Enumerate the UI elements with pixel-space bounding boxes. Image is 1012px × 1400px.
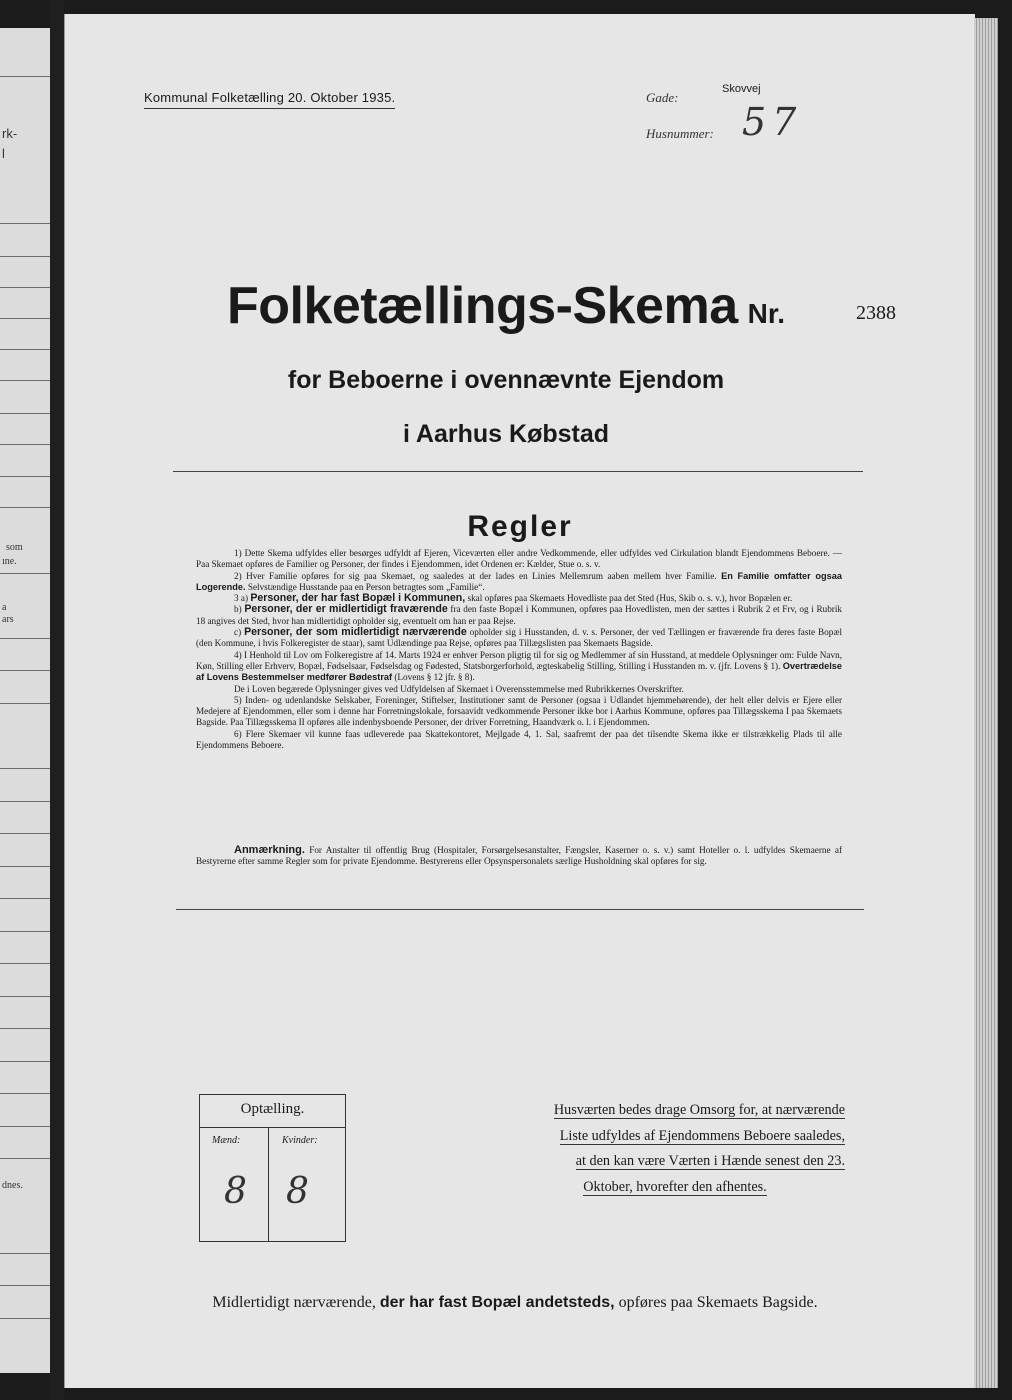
form-title-text: Folketællings-Skema	[226, 277, 738, 335]
host-notice-line-2: Liste udfyldes af Ejendommens Beboere saaledes,	[559, 1127, 845, 1144]
host-notice-line	[505, 1124, 845, 1150]
left-page-rule	[0, 1318, 50, 1319]
divider	[176, 909, 864, 910]
left-page-fragment: dnes.	[2, 1180, 23, 1191]
rule-paragraph	[196, 650, 842, 684]
left-page-fragment: ıne.	[2, 556, 17, 567]
rule-3c-prefix: c)	[234, 627, 242, 638]
rule-1-text: 1) Dette Skema udfyldes eller besørges udfyldt af Ejeren, Viceværten eller andre Vedkommende, eller udfyldes ved Cirkulation blandt Ejendommens Beboere. — Paa Skemaet opføres de Familier og Personer, der findes i Ejendommen, idet Ordenen er: Kælder, Stue o. s. v.	[196, 548, 842, 570]
footer-note	[0, 1294, 1012, 1312]
rule-paragraph	[196, 548, 842, 571]
house-number-value: 57	[742, 100, 803, 144]
left-page-rule	[0, 1285, 50, 1286]
rule-3b-text: fra den faste Bopæl i Kommunen, opføres paa Hovedlisten, men der sættes i Rubrik 2 et Frv, og i Rubrik 18 angives det Sted, hvor han midlertidigt opholder sig, eventuelt om han er paa Rejse.	[196, 604, 842, 626]
left-page-rule	[0, 573, 50, 574]
left-page-rule	[0, 349, 50, 350]
footer-text: Midlertidigt nærværende,	[212, 1294, 376, 1311]
left-page-rule	[0, 1253, 50, 1254]
men-count: 8	[224, 1171, 247, 1212]
left-page-rule	[0, 866, 50, 867]
host-notice	[505, 1098, 845, 1200]
census-title: Kommunal Folketælling 20. Oktober 1935.	[144, 90, 395, 109]
host-notice-line-3: at den kan være Værten i Hænde senest den 23.	[575, 1153, 845, 1169]
rule-5-text: 5) Inden- og udenlandske Selskaber, Foreninger, Stiftelser, Institutioner samt de Personer (ogsaa i Udlandet hjemmehørende), der helt eller delvis er Ejere eller Medejere af Ejendommen, eller som i denne har Forretningslokale, forsaavidt vedkommende Personer ikke bor i Aarhus Kommune, opføres paa Tillægsskema I paa Skemaets Bagside. Paa Tillægsskema II opføres alle indenbysboende Personer, der driver Forretning, Haandværk o. l. i Ejendommen.	[196, 694, 842, 728]
form-number: 2388	[856, 302, 896, 324]
left-page-rule	[0, 1126, 50, 1127]
footer-bold: der har fast Bopæl andetsteds,	[379, 1294, 615, 1311]
form-subtitle-2: i Aarhus Købstad	[402, 420, 610, 448]
left-page-rule	[0, 996, 50, 997]
form-subtitle-1: for Beboerne i ovennævnte Ejendom	[287, 366, 725, 394]
rule-3a-prefix: 3 a)	[234, 593, 249, 604]
left-page-fragment: som	[6, 542, 23, 553]
note-paragraph	[196, 845, 842, 868]
left-page-rule	[0, 963, 50, 964]
host-notice-line-4: Oktober, hvorefter den afhentes.	[583, 1178, 767, 1195]
book-gutter	[50, 0, 64, 1400]
left-page-edge	[0, 28, 50, 1373]
left-page-rule	[0, 507, 50, 508]
left-page-rule	[0, 768, 50, 769]
rule-3b-prefix: b)	[234, 604, 242, 615]
note	[196, 845, 842, 868]
left-page-rule	[0, 1093, 50, 1094]
street-label: Gade:	[646, 90, 679, 105]
left-page-rule	[0, 801, 50, 802]
rule-2-text: 2) Hver Familie opføres for sig paa Skemaet, og saaledes at der lades en Linies Mellemrum aaben mellem hver Familie.	[234, 570, 717, 581]
rule-6-text: 6) Flere Skemaer vil kunne faas udleverede paa Skattekontoret, Mejlgade 4, 1. Sal, saafremt der paa det tilsendte Skema ikke er tilstrækkelig Plads til alle Ejendommens Beboere.	[196, 728, 842, 751]
left-page-rule	[0, 638, 50, 639]
left-page-rule	[0, 931, 50, 932]
count-box-divider	[200, 1127, 345, 1128]
note-heading: Anmærkning.	[234, 844, 305, 856]
house-number-label: Husnummer:	[646, 126, 714, 141]
rule-4-ref: (Lovens § 12 jfr. § 8).	[394, 672, 475, 683]
left-page-rule	[0, 223, 50, 224]
rule-paragraph	[196, 684, 842, 695]
rule-2-bold: En Familie omfatter ogsaa Logerende.	[196, 570, 842, 592]
rule-3a-text: skal opføres paa Skemaets Hovedliste paa det Sted (Hus, Skib o. s. v.), hvor Bopælen er.	[467, 593, 793, 604]
left-page-rule	[0, 833, 50, 834]
left-page-rule	[0, 898, 50, 899]
note-text: For Anstalter til offentlig Brug (Hospitaler, Forsørgelsesanstalter, Fængsler, Kaserner o. s. v.) samt Hoteller o. l. udfyldes Skemaerne af Bestyrerne efter samme Regler som for private Ejendomme. Bestyrerens eller Opsynspersonalets særlige Husholdning skal opføres for sig.	[196, 845, 843, 867]
left-page-rule	[0, 1028, 50, 1029]
rule-3b-bold: Personer, der er midlertidigt fraværende	[244, 603, 448, 616]
rule-3a-bold: Personer, der har fast Bopæl i Kommunen,	[250, 592, 466, 605]
left-page-rule	[0, 476, 50, 477]
footer-text-cont: opføres paa Skemaets Bagside.	[618, 1294, 818, 1311]
rule-paragraph	[196, 729, 842, 752]
left-page-rule	[0, 703, 50, 704]
left-page-rule	[0, 1158, 50, 1159]
host-notice-line	[505, 1175, 845, 1201]
count-box-title: Optælling.	[240, 1101, 305, 1117]
count-box-column-divider	[268, 1127, 269, 1241]
form-nr-label: Nr.	[747, 298, 785, 329]
rule-3c-bold: Personer, der som midlertidigt nærværende	[244, 626, 467, 639]
left-page-fragment: l	[2, 146, 5, 161]
left-page-fragment: ars	[2, 614, 14, 625]
rule-paragraph	[196, 695, 842, 729]
street-value: Skovvej	[722, 83, 761, 95]
rule-4-text: 4) I Henhold til Lov om Folkeregistre af 14. Marts 1924 er enhver Person pligtig til for sig og Medlemmer af sin Husstand, at meddele Oplysninger om: Fulde Navn, Køn, Stilling eller Erhverv, Bopæl, Fødselsaar, Fødselsdag og Fødested, Statsborgerforhold, ægteskabelig Stilling, Stilling i Husstanden m. v. (jfr. Lovens § 1).	[196, 649, 842, 671]
rule-2-text-cont: Selvstændige Husstande paa en Person betragtes som „Familie“.	[247, 581, 485, 592]
rules-heading: Regler	[467, 510, 573, 543]
left-page-rule	[0, 76, 50, 77]
rule-4-bold: Overtrædelse af Lovens Bestemmelser medfører Bødestraf	[196, 660, 842, 683]
women-count: 8	[286, 1171, 309, 1212]
host-notice-line	[505, 1098, 845, 1124]
host-notice-line	[505, 1149, 845, 1175]
page-stack-edge	[974, 18, 998, 1388]
rule-paragraph	[196, 604, 842, 627]
rule-3c-text: opholder sig i Husstanden, d. v. s. Personer, der ved Tællingen er fraværende fra deres faste Bopæl (den Kommune, i hvis Folkeregister de staar), samt Udlændinge paa Rejse, opføres paa Tillægslisten paa Skemaets Bagside.	[196, 627, 842, 649]
divider	[173, 471, 863, 472]
rule-paragraph	[196, 627, 842, 650]
women-label: Kvinder:	[282, 1135, 318, 1146]
men-label: Mænd:	[212, 1135, 241, 1146]
left-page-rule	[0, 413, 50, 414]
left-page-fragment: a	[2, 602, 7, 613]
count-box	[199, 1094, 346, 1242]
host-notice-line-1: Husværten bedes drage Omsorg for, at nærværende	[553, 1102, 845, 1118]
rule-4-text-cont: De i Loven begærede Oplysninger gives ved Udfyldelsen af Skemaet i Overensstemmelse med Rubrikkernes Overskrifter.	[234, 683, 684, 694]
left-page-rule	[0, 670, 50, 671]
left-page-rule	[0, 1061, 50, 1062]
rules-text	[196, 548, 842, 751]
left-page-fragment: rk-	[2, 126, 18, 141]
rule-paragraph	[196, 571, 842, 594]
left-page-rule	[0, 256, 50, 257]
